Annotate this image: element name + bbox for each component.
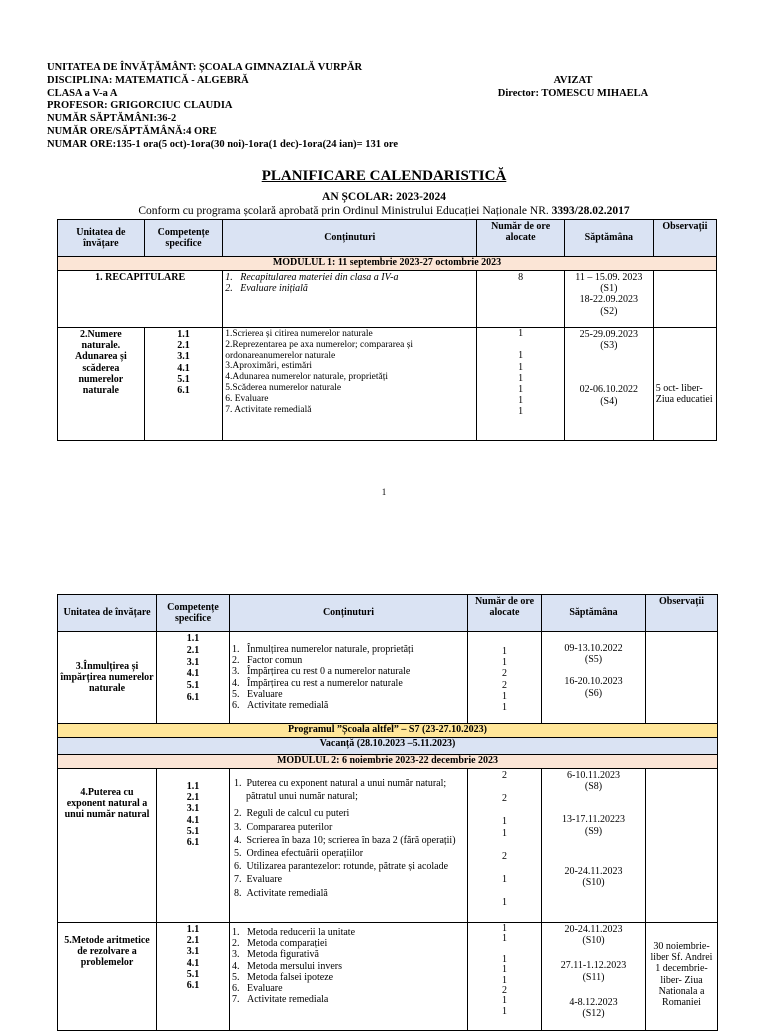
order-number: 3393/28.02.2017: [551, 205, 630, 217]
content-item: 1. Recapitularea materiei din clasa a IV-a: [225, 272, 399, 283]
col-header-hours: Număr de ore alocate: [477, 220, 565, 257]
observations-cell: [653, 328, 716, 441]
contents-cell: [230, 632, 468, 724]
week-code: (S1): [600, 283, 618, 295]
observation-text: 30 noiembrie-liber Sf. Andrei 1 decembrie-liber- Ziua Nationala a Romaniei: [650, 941, 713, 1009]
week-range: 18-22.09.2023: [579, 294, 639, 306]
hours-cell: 1 1 1 1 1 1 1: [477, 328, 565, 441]
col-header-unit: Unitatea de învățare: [58, 220, 145, 257]
week-range: 16-20.10.2023: [564, 676, 623, 688]
week-range: 4-8.12.2023: [569, 996, 618, 1008]
content-item: 7. Evaluare: [234, 874, 283, 886]
content-item: 3. Compararea puterilor: [234, 821, 333, 833]
week-code: (S5): [584, 654, 603, 666]
competencies-cell: 1.1 2.1 3.1 4.1 5.1 6.1: [157, 923, 230, 1031]
week-range: 13-17.11.20223: [562, 814, 625, 826]
school-year: AN ȘCOLAR: 2023-2024: [322, 191, 446, 203]
unit-name: 4.Puterea cu exponent natural a unui număr natural: [58, 769, 157, 923]
content-item: 7. Activitate remediala: [232, 994, 329, 1006]
content-item: 3. Metoda figurativă: [232, 949, 319, 961]
unit-name: 3.Înmulțirea și împărțirea numerelor naturale: [58, 632, 157, 724]
observation-text: 5 oct- liber-Ziua educatiei: [655, 383, 713, 406]
content-item: 3. Împărțirea cu rest 0 a numerelor naturale: [232, 666, 411, 678]
col-header-observations: Observații: [646, 595, 718, 632]
conform-text: Conform cu programa școlară aprobată prin Ordinul Ministrului Educației Naționale NR.: [138, 205, 552, 217]
header-line: UNITATEA DE ÎNVĂȚĂMÂNT: ȘCOALA GIMNAZIALĂ VURPĂR: [47, 62, 363, 73]
content-item: 2.Reprezentarea pe axa numerelor; compararea și ordonareanumerelor naturale: [225, 339, 414, 361]
contents-cell: [230, 769, 468, 923]
hours-cell: 8: [477, 271, 565, 328]
hours-cell: 2 2 1 1 2 1 1: [468, 769, 542, 923]
content-item: 4.Adunarea numerelor naturale, proprietăți: [225, 372, 388, 383]
week-cell: [564, 328, 653, 441]
module-2-label: MODULUL 2: 6 noiembrie 2023-22 decembrie 2023: [58, 755, 718, 769]
planning-table-1: [57, 219, 717, 441]
unit-name: 2.Numere naturale. Adunarea și scăderea numerelor naturale: [58, 328, 145, 441]
header-line: NUMĂR ORE/SĂPTĂMÂNĂ:4 ORE: [47, 125, 217, 137]
col-header-week: Săptămâna: [564, 220, 653, 257]
unit-name: 5.Metode aritmetice de rezolvare a problemelor: [58, 923, 157, 1031]
hours-cell: 1 1 1 1 1 2 1 1: [468, 923, 542, 1031]
week-code: (S12): [582, 1008, 605, 1020]
competencies-cell: 1.1 2.1 3.1 4.1 5.1 6.1: [144, 328, 223, 441]
content-item: 2. Evaluare inițială: [225, 283, 308, 295]
content-item: 5. Metoda falsei ipoteze: [232, 971, 334, 983]
content-item: 5. Ordinea efectuării operațiilor: [234, 848, 364, 860]
col-header-observations: Observații: [653, 220, 716, 257]
header-line: CLASA a V-a A: [47, 87, 118, 99]
approval-block: [494, 75, 652, 101]
week-range: 20-24.11.2023: [564, 924, 623, 935]
content-item: 3.Aproximări, estimări: [225, 361, 313, 372]
table-header-row: [58, 595, 718, 632]
week-cell: [564, 271, 653, 328]
competencies-cell: 1.1 2.1 3.1 4.1 5.1 6.1: [157, 632, 230, 724]
table-row: [58, 769, 718, 923]
program-row: [58, 724, 718, 738]
observations-cell: [646, 923, 718, 1031]
week-range: 27.11-1.12.2023: [560, 960, 627, 972]
week-code: (S10): [582, 877, 605, 889]
vacation-row: [58, 738, 718, 755]
week-range: 25-29.09.2023: [579, 329, 639, 340]
observations-cell: [646, 769, 718, 923]
week-code: (S2): [600, 305, 618, 317]
content-item: 4. Scrierea în baza 10; scrierea în baza 2 (fără operații): [234, 834, 456, 846]
contents-cell: [230, 923, 468, 1031]
header-line: NUMĂR SĂPTĂMÂNI:36-2: [47, 113, 177, 125]
content-item: 6. Evaluare: [225, 393, 269, 404]
unit-name: 1. RECAPITULARE: [58, 271, 223, 328]
col-header-contents: Conținuturi: [230, 595, 468, 632]
col-header-competencies: Competențe specifice: [144, 220, 223, 257]
week-range: 6-10.11.2023: [567, 770, 620, 781]
content-item: 6. Evaluare: [232, 983, 283, 995]
content-item: 1. Puterea cu exponent natural a unui număr natural; pătratul unui număr natural;: [234, 778, 447, 803]
col-header-competencies: Competențe specifice: [157, 595, 230, 632]
module-row: [58, 257, 717, 271]
week-code: (S4): [600, 395, 618, 407]
conform-line: [0, 205, 768, 217]
observations-cell: [653, 271, 716, 328]
table-row: [58, 328, 717, 441]
observations-cell: [646, 632, 718, 724]
content-item: 1.Scrierea și citirea numerelor naturale: [225, 329, 373, 339]
content-item: 4. Împărțirea cu rest a numerelor naturale: [232, 677, 403, 689]
content-item: 5.Scăderea numerelor naturale: [225, 382, 342, 393]
week-range: 02-06.10.2022: [579, 384, 639, 396]
director-name: Director: TOMESCU MIHAELA: [497, 87, 649, 99]
week-code: (S10): [582, 935, 605, 947]
content-item: 2. Factor comun: [232, 655, 303, 667]
week-cell: [542, 923, 646, 1031]
planning-table-2: [57, 594, 718, 1031]
header-line: PROFESOR: GRIGORCIUC CLAUDIA: [47, 100, 233, 112]
competencies-cell: 1.1 2.1 3.1 4.1 5.1 6.1: [157, 769, 230, 923]
week-range: 11 – 15.09. 2023: [575, 272, 643, 283]
module-1-label: MODULUL 1: 11 septembrie 2023-27 octombrie 2023: [58, 257, 717, 271]
header-line: DISCIPLINA: MATEMATICĂ - ALGEBRĂ: [47, 74, 249, 86]
header-line: NUMAR ORE:135-1 ora(5 oct)-1ora(30 noi)-1ora(1 dec)-1ora(24 ian)= 131 ore: [47, 138, 399, 150]
table-row: [58, 271, 717, 328]
week-code: (S3): [600, 340, 618, 352]
table-row: [58, 632, 718, 724]
content-item: 7. Activitate remedială: [225, 404, 312, 415]
week-range: 09-13.10.2022: [564, 643, 623, 654]
document-header: [47, 62, 398, 152]
week-code: (S9): [584, 825, 603, 837]
page-title: PLANIFICARE CALENDARISTICĂ: [261, 168, 507, 184]
content-item: 1. Înmulțirea numerelor naturale, proprietăți: [232, 644, 414, 655]
content-item: 2. Metoda comparației: [232, 938, 328, 950]
week-cell: [542, 769, 646, 923]
contents-cell: [223, 328, 477, 441]
school-altfel-label: Programul ”Școala altfel” – S7 (23-27.10.2023): [58, 724, 718, 738]
col-header-week: Săptămâna: [542, 595, 646, 632]
week-code: (S8): [584, 781, 603, 793]
contents-cell: [223, 271, 477, 328]
page-number: 1: [381, 487, 387, 497]
table-header-row: [58, 220, 717, 257]
col-header-unit: Unitatea de învățare: [58, 595, 157, 632]
week-code: (S11): [582, 971, 605, 983]
vacation-label: Vacanță (28.10.2023 –5.11.2023): [58, 738, 718, 755]
week-range: 20-24.11.2023: [564, 865, 623, 877]
content-item: 8. Activitate remedială: [234, 887, 328, 899]
week-cell: [542, 632, 646, 724]
hours-cell: 1 1 2 2 1 1: [468, 632, 542, 724]
col-header-contents: Conținuturi: [223, 220, 477, 257]
content-item: 2. Reguli de calcul cu puteri: [234, 808, 350, 820]
content-item: 5. Evaluare: [232, 688, 283, 700]
content-item: 6. Activitate remedială: [232, 700, 329, 712]
content-item: 1. Metoda reducerii la unitate: [232, 927, 356, 938]
table-row: [58, 923, 718, 1031]
content-item: 6. Utilizarea parantezelor: rotunde, pătrate și acolade: [234, 861, 449, 873]
approval-label: AVIZAT: [553, 75, 593, 86]
week-code: (S6): [584, 687, 603, 699]
col-header-hours: Număr de ore alocate: [468, 595, 542, 632]
module-row: [58, 755, 718, 769]
content-item: 4. Metoda mersului invers: [232, 960, 342, 972]
